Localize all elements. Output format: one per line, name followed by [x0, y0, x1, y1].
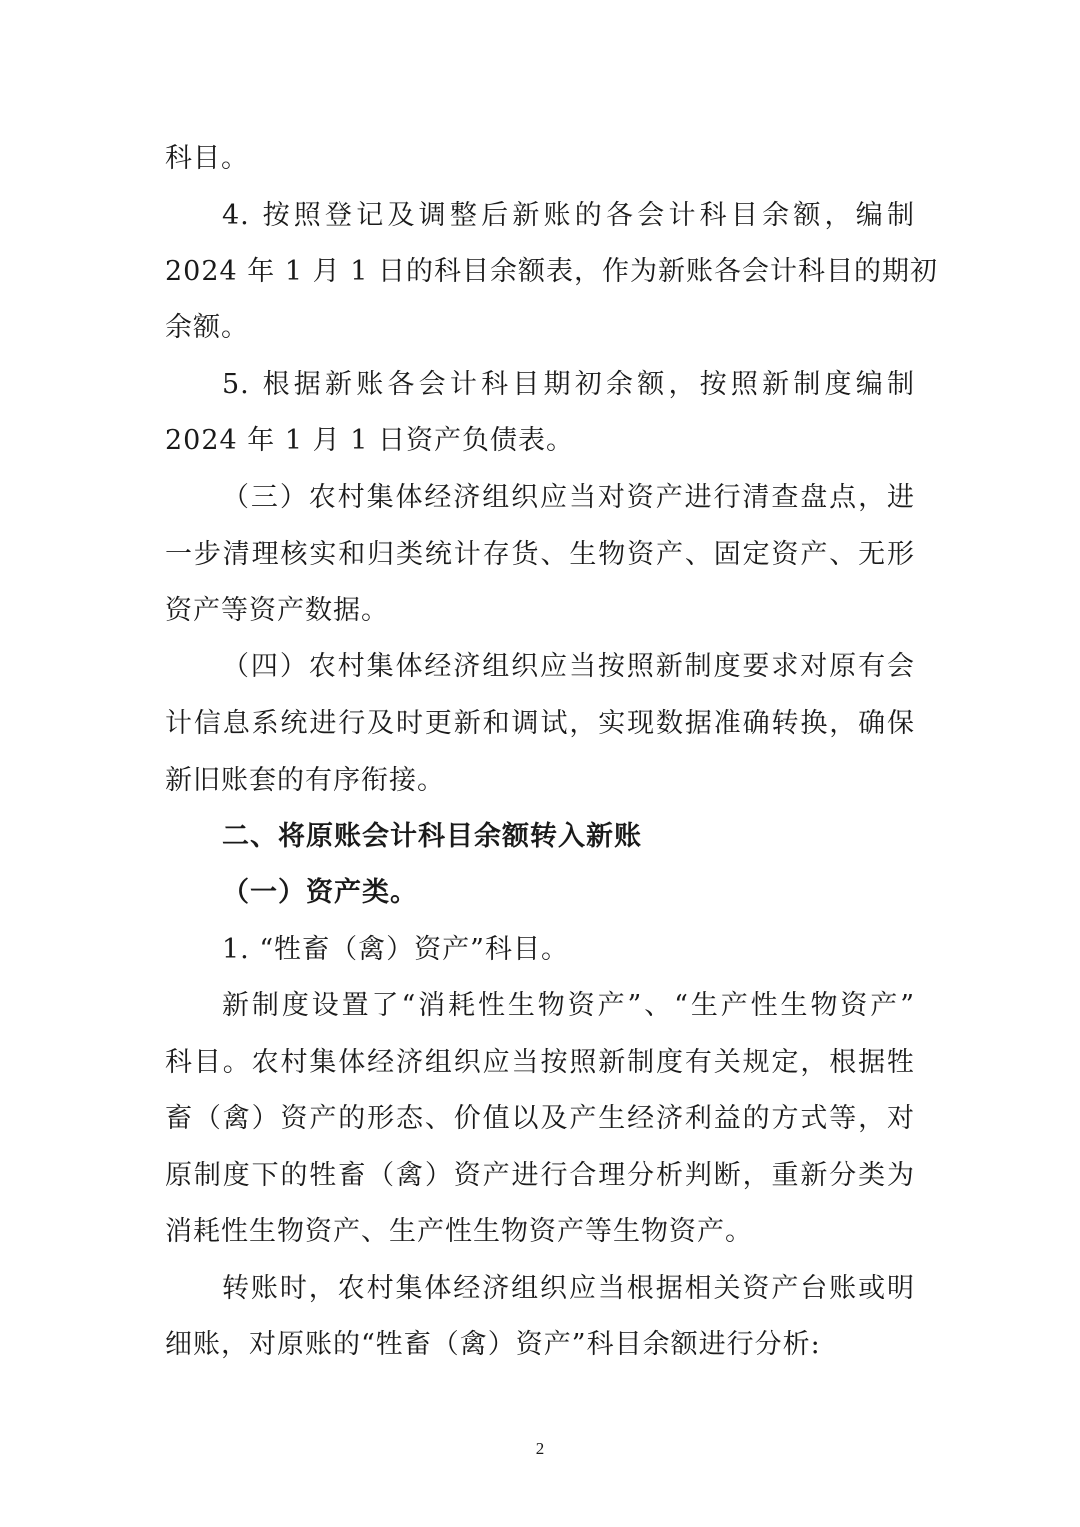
- section-heading: 二、将原账会计科目余额转入新账: [222, 821, 642, 852]
- paragraph-line: 1. “牲畜（禽）资产”科目。: [222, 934, 569, 965]
- paragraph-line: 科目。: [165, 143, 249, 174]
- subsection-heading: （一）资产类。: [222, 877, 418, 908]
- paragraph-line: 消耗性生物资产、生产性生物资产等生物资产。: [165, 1216, 753, 1247]
- paragraph-line: 新旧账套的有序衔接。: [165, 765, 445, 796]
- paragraph-line: 资产等资产数据。: [165, 595, 389, 626]
- paragraph-line: 新制度设置了“消耗性生物资产”、“生产性生物资产”: [222, 990, 915, 1021]
- paragraph-line: 4. 按照登记及调整后新账的各会计科目余额，编制: [222, 200, 915, 231]
- paragraph-line: 细账，对原账的“牲畜（禽）资产”科目余额进行分析:: [165, 1329, 821, 1360]
- paragraph-line: 科目。农村集体经济组织应当按照新制度有关规定，根据牲: [165, 1047, 915, 1078]
- paragraph-line: 5. 根据新账各会计科目期初余额，按照新制度编制: [222, 369, 915, 400]
- paragraph-line: （四）农村集体经济组织应当按照新制度要求对原有会: [222, 651, 915, 682]
- paragraph-line: 计信息系统进行及时更新和调试，实现数据准确转换，确保: [165, 708, 915, 739]
- paragraph-line: 余额。: [165, 312, 249, 343]
- paragraph-line: 畜（禽）资产的形态、价值以及产生经济利益的方式等，对: [165, 1103, 915, 1134]
- paragraph-line: 转账时，农村集体经济组织应当根据相关资产台账或明: [222, 1273, 915, 1304]
- paragraph-line: 2024 年 1 月 1 日资产负债表。: [165, 425, 574, 456]
- paragraph-line: （三）农村集体经济组织应当对资产进行清查盘点，进: [222, 482, 915, 513]
- page-number: 2: [535, 1439, 545, 1458]
- paragraph-line: 原制度下的牲畜（禽）资产进行合理分析判断，重新分类为: [165, 1160, 915, 1191]
- paragraph-line: 一步清理核实和归类统计存货、生物资产、固定资产、无形: [165, 539, 915, 570]
- paragraph-line: 2024 年 1 月 1 日的科目余额表，作为新账各会计科目的期初: [165, 256, 938, 287]
